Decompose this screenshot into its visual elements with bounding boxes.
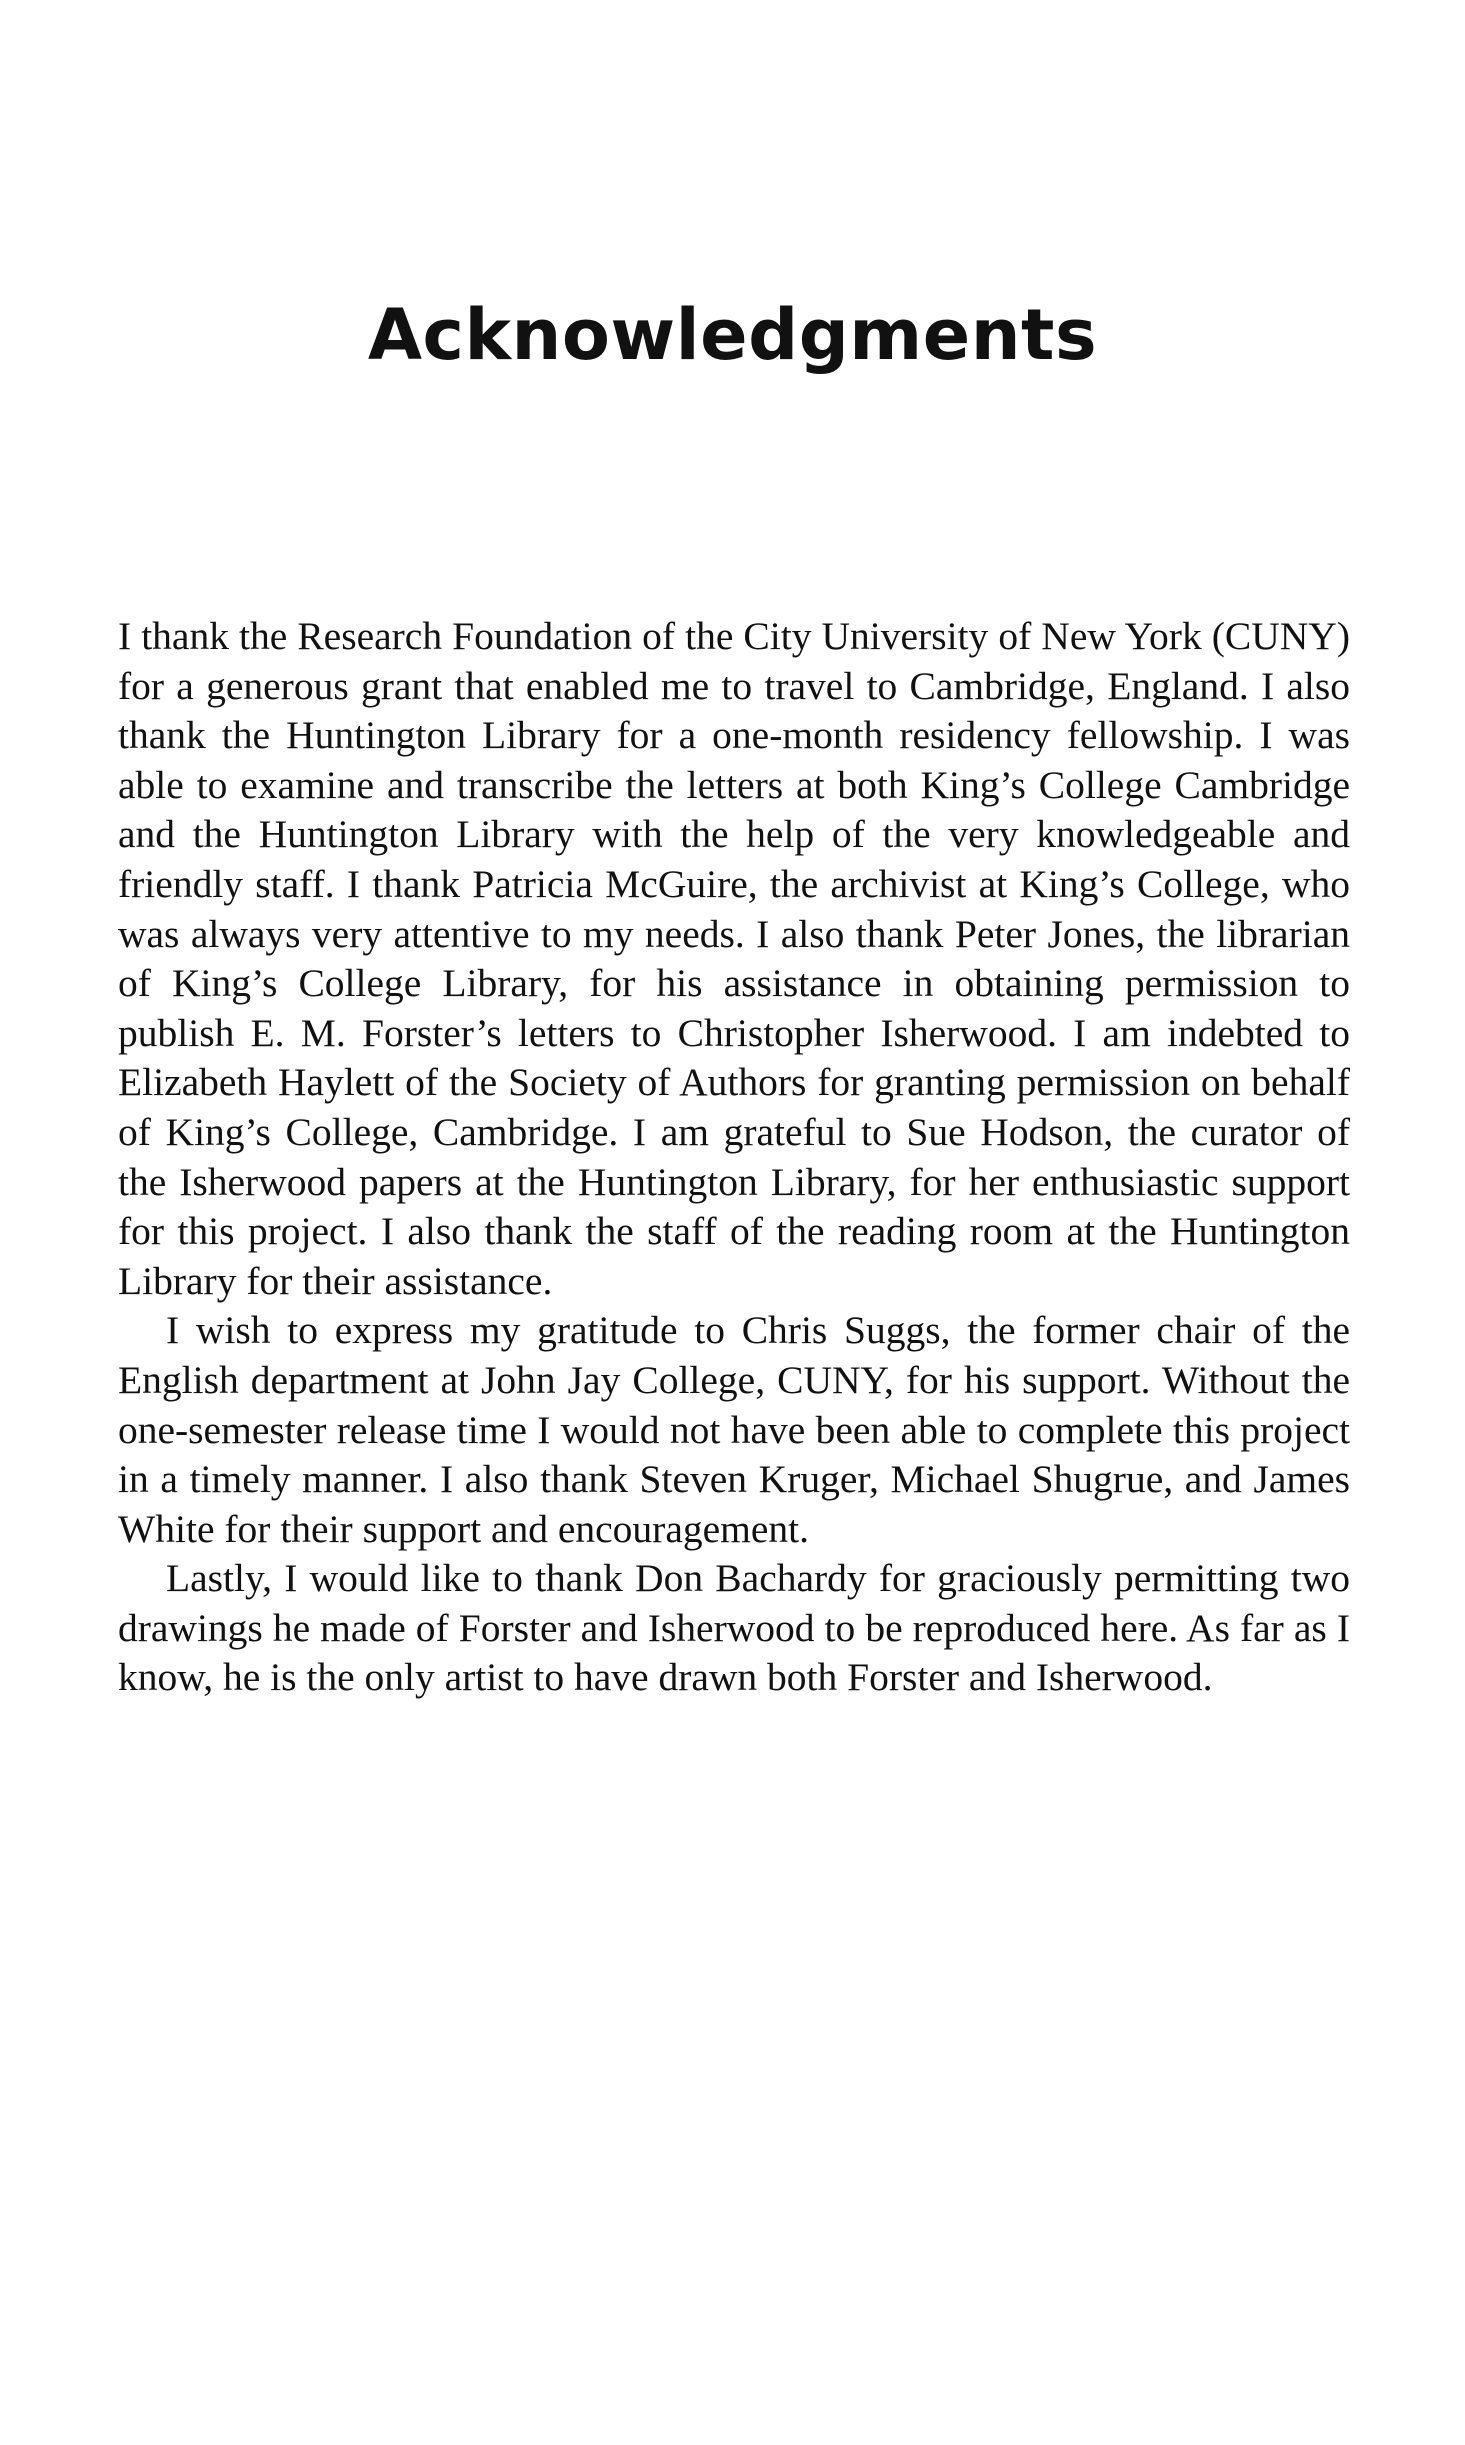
paragraph-3: Lastly, I would like to thank Don Bachardy for graciously permitting two drawings he made of Forster and Isherwood to be reproduced here. As far as I know, he is the only artist to have drawn both Forster and Isherwood.	[118, 1556, 1350, 1700]
page-title: Acknowledgments	[367, 294, 1098, 376]
acknowledgments-body	[118, 612, 1350, 1703]
paragraph-2: I wish to express my gratitude to Chris Suggs, the former chair of the English department at John Jay College, CUNY, for his support. Without the one-semester release time I would not have been able to complete this project in a timely manner. I also thank Steven Kruger, Michael Shugrue, and James White for their support and encouragement.	[118, 1308, 1350, 1551]
paragraph-1: I thank the Research Foundation of the City University of New York (CUNY) for a generous grant that enabled me to travel to Cambridge, England. I also thank the Huntington Library for a one-month residency fellowship. I was able to examine and transcribe the letters at both King’s College Cambridge and the Huntington Library with the help of the very knowledgeable and friendly staff. I thank Patricia McGuire, the archivist at King’s College, who was always very attentive to my needs. I also thank Peter Jones, the librarian of King’s College Library, for his assistance in obtaining permission to publish E. M. Forster’s letters to Christopher Isherwood. I am indebted to Elizabeth Haylett of the Society of Authors for granting permission on behalf of King’s College, Cambridge. I am grateful to Sue Hodson, the curator of the Isherwood papers at the Huntington Library, for her enthusiastic support for this project. I also thank the staff of the reading room at the Huntington Library for their assistance.	[118, 614, 1350, 1303]
